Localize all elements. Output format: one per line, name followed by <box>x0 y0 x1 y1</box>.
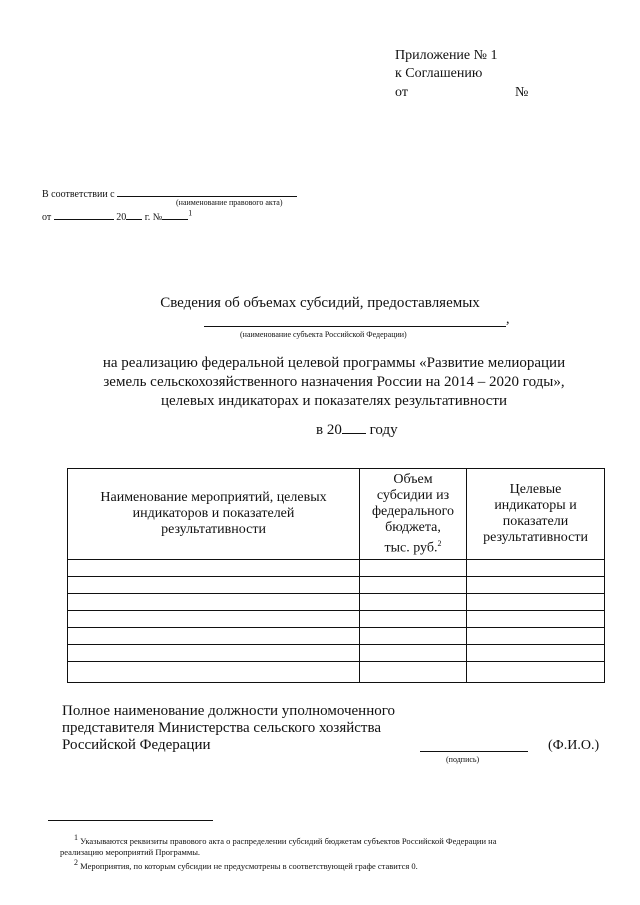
subsidy-table <box>67 468 605 683</box>
title-year-suffix: году <box>369 422 398 438</box>
signatory-position: Полное наименование должности уполномоченного представителя Министерства сельского хозяйства Российской Федерации <box>62 703 396 753</box>
appendix-number-label: № <box>515 85 529 100</box>
footnote-ref-1: 1 <box>188 208 193 218</box>
title-line1: Сведения об объемах субсидий, предоставляемых <box>160 295 480 311</box>
signature-caption: (подпись) <box>446 755 480 764</box>
title-line2: на реализацию федеральной целевой программы «Развитие мелиорации <box>102 355 566 371</box>
footnote-2: $^2$ Мероприятия, по которым субсидии не предусмотрены в соответствующей графе ставится 0. <box>74 858 418 871</box>
header-activities: Наименование мероприятий, целевых индикаторов и показателей результативности <box>68 469 360 560</box>
table-row <box>68 594 605 611</box>
title-year-line <box>316 420 398 439</box>
basis-year-prefix: 20 <box>116 212 127 223</box>
footnote-1: $^1$ Указываются реквизиты правового акта о распределении субсидий бюджетам субъектов Российской Федерации на реализацию мероприятий Программы. <box>60 833 497 857</box>
header-targets: Целевые индикаторы и показатели результативности <box>467 469 605 560</box>
date-blank <box>54 207 114 220</box>
table-row <box>68 628 605 645</box>
basis-date-line <box>42 207 192 223</box>
basis-year-suffix: г. № <box>144 212 163 223</box>
basis-prefix: В соответствии с <box>42 189 115 200</box>
table-row <box>68 611 605 628</box>
title-year-prefix: в 20 <box>316 422 342 438</box>
footnote-separator <box>48 820 213 821</box>
year-blank <box>126 207 142 220</box>
subject-caption: (наименование субъекта Российской Федерации) <box>240 330 407 339</box>
table-row <box>68 645 605 662</box>
legal-act-blank <box>117 184 297 197</box>
number-blank <box>162 207 188 220</box>
table-row <box>68 577 605 594</box>
appendix-line2: к Соглашению <box>395 66 483 81</box>
legal-act-caption: (наименование правового акта) <box>176 198 283 207</box>
table-body <box>68 560 605 683</box>
table-header-row <box>68 469 605 560</box>
subject-comma: , <box>506 312 510 327</box>
subject-blank <box>204 326 506 327</box>
fio-label: (Ф.И.О.) <box>548 738 600 753</box>
basis-date-from: от <box>42 212 52 223</box>
header-subsidy-volume: Объем субсидии из федерального бюджета, тыс. руб.$^2$ <box>360 469 467 560</box>
title-year-blank <box>342 420 366 434</box>
title-line4: целевых индикаторах и показателях результативности <box>161 393 507 409</box>
footnote-ref-2: 2 <box>437 538 442 548</box>
table-row <box>68 560 605 577</box>
footnote-2-mark: 2 <box>74 858 78 867</box>
appendix-date-label: от <box>395 85 408 100</box>
signature-blank <box>420 751 528 752</box>
table-row <box>68 662 605 683</box>
footnote-1-mark: 1 <box>74 833 78 842</box>
title-line3: земель сельскохозяйственного назначения России на 2014 – 2020 годы», <box>103 374 565 390</box>
appendix-line1: Приложение № 1 <box>395 48 498 63</box>
